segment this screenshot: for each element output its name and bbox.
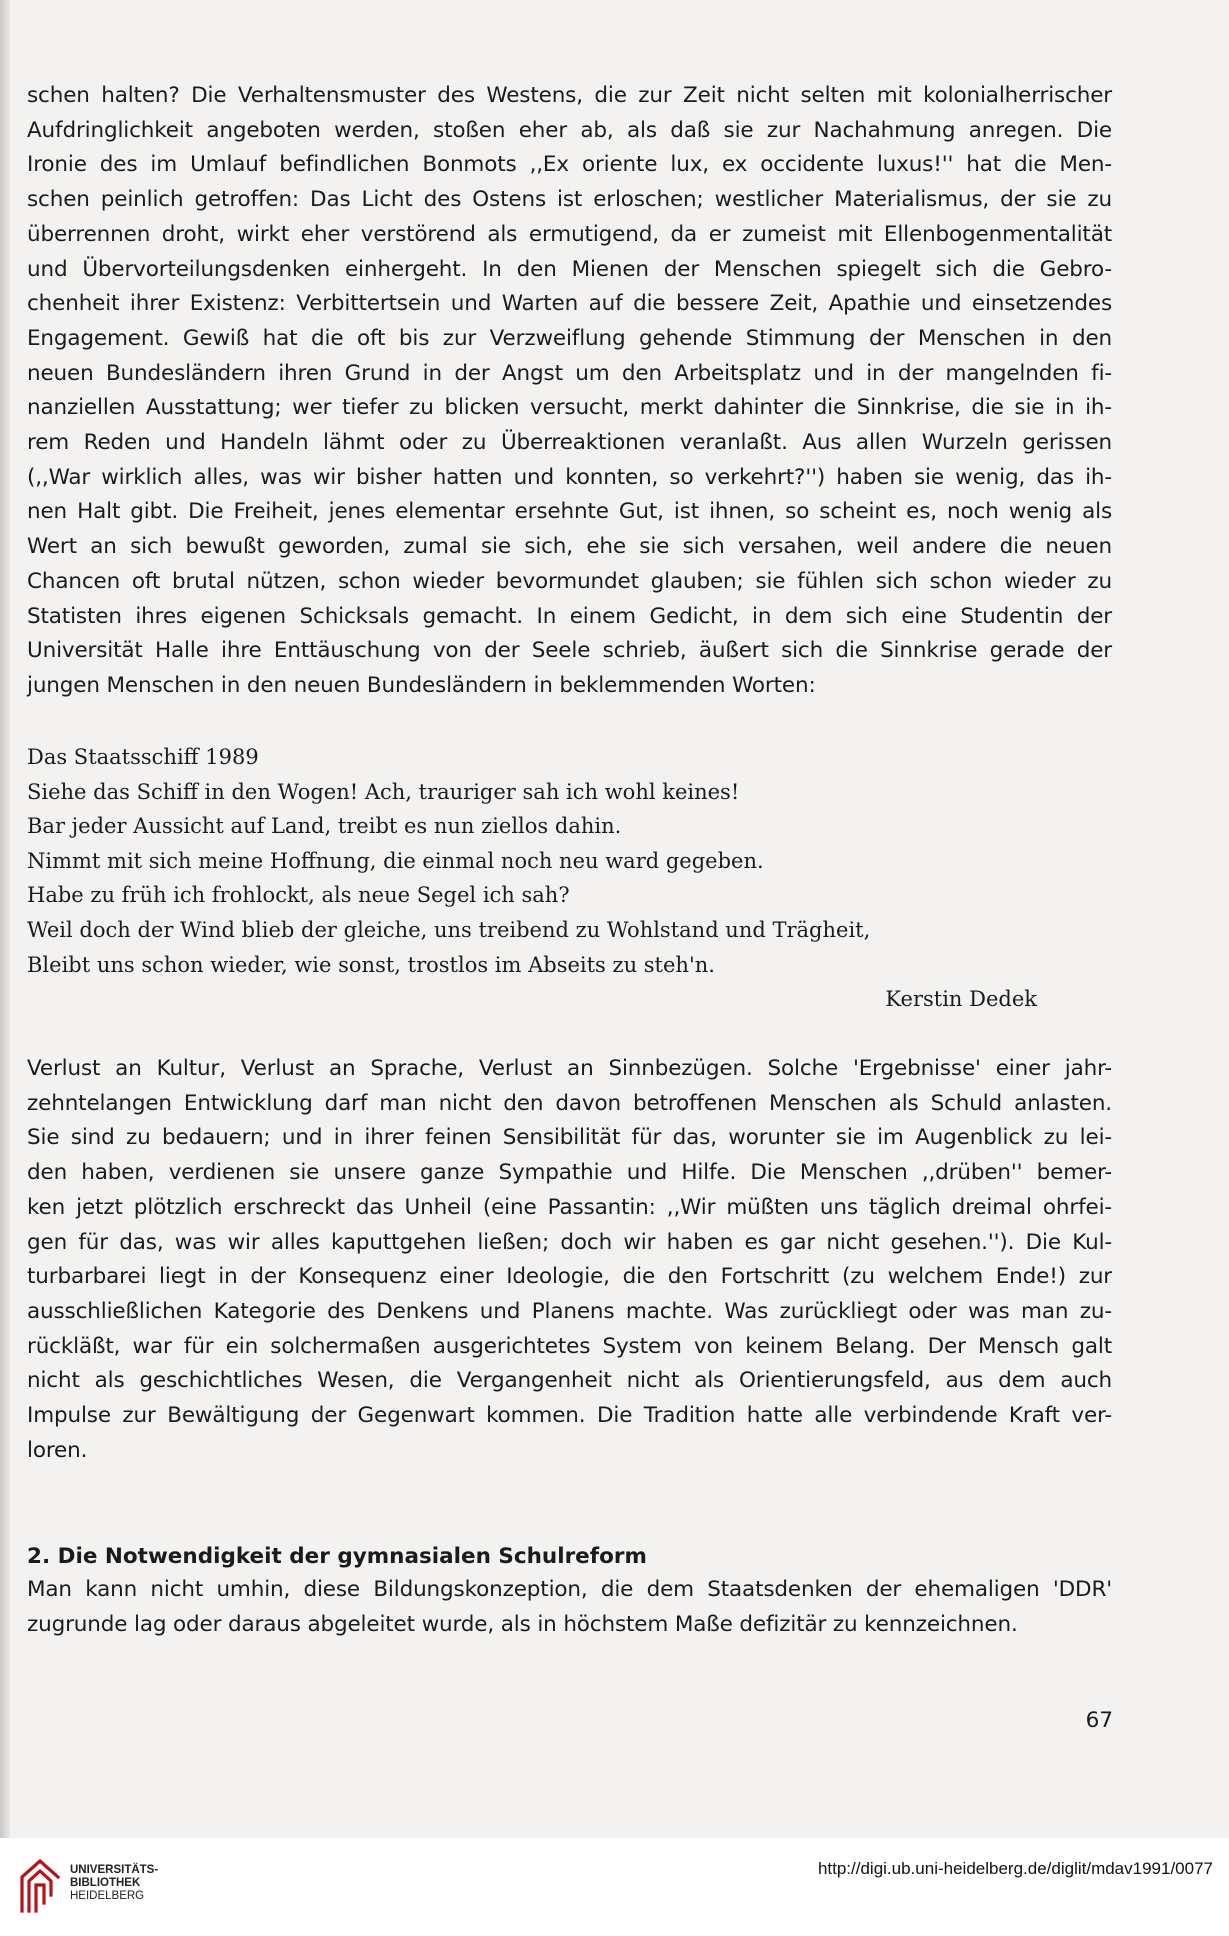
viewer-footer bbox=[0, 1838, 1229, 1936]
text-line: den haben, verdienen sie unsere ganze Sympathie und Hilfe. Die Menschen ,,drüben'' bemer- bbox=[27, 1160, 1112, 1186]
text-line: zehntelangen Entwicklung darf man nicht den davon betroffenen Menschen als Schuld anlasten. bbox=[27, 1090, 1112, 1116]
text-line: nicht als geschichtliches Wesen, die Vergangenheit nicht als Orientierungsfeld, aus dem auch bbox=[27, 1368, 1112, 1394]
library-line: UNIVERSITÄTS- bbox=[70, 1864, 159, 1876]
text-line: jungen Menschen in den neuen Bundesländern in beklemmenden Worten: bbox=[27, 672, 816, 698]
text-line: Verlust an Kultur, Verlust an Sprache, Verlust an Sinnbezügen. Solche 'Ergebnisse' einer jahr- bbox=[27, 1056, 1112, 1081]
text-line: Man kann nicht umhin, diese Bildungskonzeption, die dem Staatsdenken der ehemaligen 'DDR' bbox=[27, 1577, 1112, 1602]
poem-line: Habe zu früh ich frohlockt, als neue Segel ich sah? bbox=[27, 883, 570, 908]
text-line: Chancen oft brutal nützen, schon wieder bevormundet glauben; sie fühlen sich schon wieder zu bbox=[27, 568, 1112, 594]
text-line: Sie sind zu bedauern; und in ihrer feinen Sensibilität für das, worunter sie im Augenblick zu lei- bbox=[27, 1125, 1112, 1151]
poem-title: Das Staatsschiff 1989 bbox=[27, 745, 259, 769]
text-line: turbarbarei liegt in der Konsequenz einer Ideologie, die den Fortschritt (zu welchem Ende!) zur bbox=[27, 1264, 1112, 1290]
ub-heidelberg-logo-icon[interactable] bbox=[18, 1855, 62, 1913]
poem-line: Siehe das Schiff in den Wogen! Ach, trauriger sah ich wohl keines! bbox=[27, 779, 740, 804]
text-line: nen Halt gibt. Die Freiheit, jenes elementar ersehnte Gut, ist ihnen, so scheint es, noch wenig als bbox=[27, 499, 1112, 525]
text-line: Aufdringlichkeit angeboten werden, stoßen eher ab, als daß sie zur Nachahmung anregen. Die bbox=[27, 117, 1112, 143]
poem-line: Nimmt mit sich meine Hoffnung, die einmal noch neu ward gegeben. bbox=[27, 848, 764, 873]
poem-author: Kerstin Dedek bbox=[885, 987, 1037, 1012]
paragraph-1 bbox=[27, 79, 1112, 704]
poem-line: Weil doch der Wind blieb der gleiche, uns treibend zu Wohlstand und Trägheit, bbox=[27, 917, 871, 942]
text-line: Statisten ihres eigenen Schicksals gemacht. In einem Gedicht, in dem sich eine Studentin der bbox=[27, 603, 1112, 629]
text-line: rückläßt, war für ein solchermaßen ausgerichtetes System von keinem Belang. Der Mensch galt bbox=[27, 1333, 1112, 1359]
text-line: Wert an sich bewußt geworden, zumal sie sich, ehe sie sich versahen, weil andere die neuen bbox=[27, 534, 1112, 560]
text-line: schen peinlich getroffen: Das Licht des Ostens ist erloschen; westlicher Materialismus, der sie zu bbox=[27, 187, 1112, 213]
text-line: Ironie des im Umlauf befindlichen Bonmots ,,Ex oriente lux, ex occidente luxus!'' hat die Men- bbox=[27, 152, 1112, 178]
text-line: gen für das, was wir alles kaputtgehen ließen; doch wir haben es gar nicht gesehen.''). Die Kul- bbox=[27, 1229, 1112, 1255]
library-name bbox=[70, 1864, 158, 1903]
library-line: HEIDELBERG bbox=[70, 1890, 145, 1902]
text-line: Impulse zur Bewältigung der Gegenwart kommen. Die Tradition hatte alle verbindende Kraft ver- bbox=[27, 1403, 1112, 1429]
text-line: schen halten? Die Verhaltensmuster des Westens, die zur Zeit nicht selten mit kolonialherrischer bbox=[27, 83, 1112, 108]
text-line: überrennen droht, wirkt eher verstörend als ermutigend, da er zumeist mit Ellenbogenmentalität bbox=[27, 221, 1112, 247]
page-edge-shadow bbox=[0, 0, 10, 1840]
text-line: ausschließlichen Kategorie des Denkens und Planens machte. Was zurückliegt oder was man zu- bbox=[27, 1298, 1112, 1324]
text-line: loren. bbox=[27, 1437, 88, 1463]
library-line: BIBLIOTHEK bbox=[70, 1877, 141, 1889]
text-line: zugrunde lag oder daraus abgeleitet wurde, als in höchstem Maße defizitär zu kennzeichnen. bbox=[27, 1611, 1018, 1637]
text-line: nanziellen Ausstattung; wer tiefer zu blicken versucht, merkt dahinter die Sinnkrise, die sie in ih- bbox=[27, 395, 1112, 421]
text-line: neuen Bundesländern ihren Grund in der Angst um den Arbeitsplatz und in der mangelnden fi- bbox=[27, 360, 1112, 386]
paragraph-2 bbox=[27, 1052, 1112, 1468]
poem-line: Bleibt uns schon wieder, wie sonst, trostlos im Abseits zu steh'n. bbox=[27, 952, 715, 977]
text-line: Engagement. Gewiß hat die oft bis zur Verzweiflung gehende Stimmung der Menschen in den bbox=[27, 325, 1112, 351]
text-line: (,,War wirklich alles, was wir bisher hatten und konnten, so verkehrt?'') haben sie wenig, das ih- bbox=[27, 464, 1112, 490]
text-line: Universität Halle ihre Enttäuschung von der Seele schrieb, äußert sich die Sinnkrise gerade der bbox=[27, 638, 1112, 664]
poem-line: Bar jeder Aussicht auf Land, treibt es nun ziellos dahin. bbox=[27, 814, 622, 839]
section-heading: 2. Die Notwendigkeit der gymnasialen Schulreform bbox=[27, 1544, 647, 1569]
permalink-url[interactable]: http://digi.ub.uni-heidelberg.de/diglit/mdav1991/0077 bbox=[817, 1859, 1213, 1878]
page-number: 67 bbox=[1085, 1708, 1113, 1733]
text-line: rem Reden und Handeln lähmt oder zu Überreaktionen veranlaßt. Aus allen Wurzeln gerissen bbox=[27, 430, 1112, 456]
paragraph-3 bbox=[27, 1573, 1112, 1642]
text-line: chenheit ihrer Existenz: Verbittertsein und Warten auf die bessere Zeit, Apathie und einsetzendes bbox=[27, 291, 1112, 317]
poem bbox=[27, 740, 1037, 1017]
text-line: und Übervorteilungsdenken einhergeht. In den Mienen der Menschen spiegelt sich die Gebro- bbox=[27, 256, 1112, 282]
text-line: ken jetzt plötzlich erschreckt das Unheil (eine Passantin: ,,Wir müßten uns täglich dreimal ohrfei- bbox=[27, 1194, 1112, 1220]
